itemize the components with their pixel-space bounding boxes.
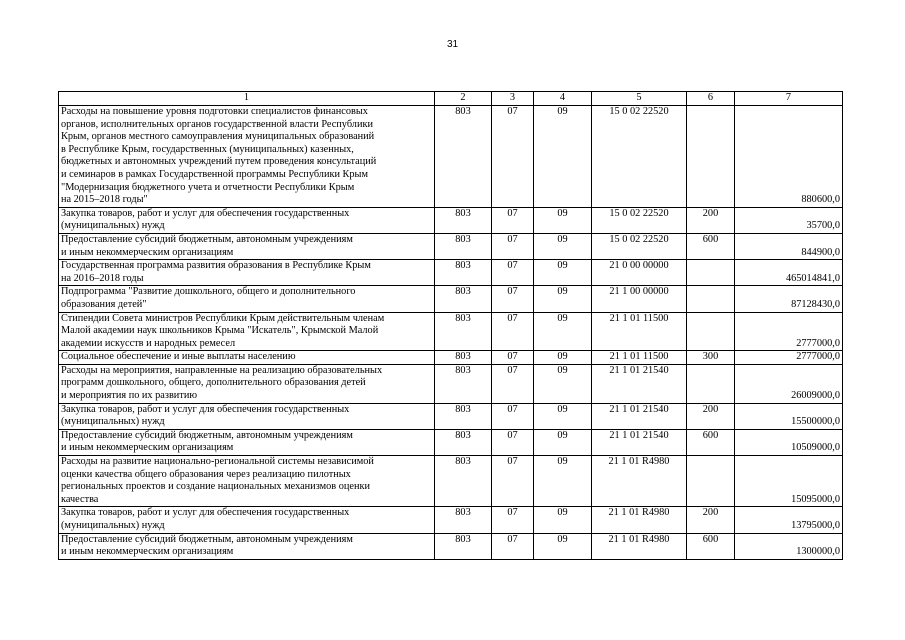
header-cell: 2 <box>435 92 492 106</box>
amount-cell: 10509000,0 <box>735 429 843 455</box>
target-article-cell: 21 1 01 21540 <box>592 429 687 455</box>
item-name-cell: Предоставление субсидий бюджетным, автономным учреждениям и иным некоммерческим организациям <box>59 233 435 259</box>
admin-code-cell: 803 <box>435 207 492 233</box>
table-row <box>59 507 843 533</box>
table-row <box>59 456 843 507</box>
header-cell: 5 <box>592 92 687 106</box>
target-article-cell: 15 0 02 22520 <box>592 233 687 259</box>
expense-type-cell: 200 <box>687 403 735 429</box>
expense-type-cell <box>687 286 735 312</box>
table-row <box>59 286 843 312</box>
target-article-cell: 15 0 02 22520 <box>592 106 687 208</box>
target-article-cell: 21 1 01 11500 <box>592 312 687 351</box>
page-number: 31 <box>446 39 459 50</box>
section-code-cell: 07 <box>492 507 534 533</box>
section-code-cell: 07 <box>492 364 534 403</box>
item-name-cell: Социальное обеспечение и иные выплаты населению <box>59 351 435 365</box>
amount-cell: 2777000,0 <box>735 312 843 351</box>
header-cell: 4 <box>534 92 592 106</box>
section-code-cell: 07 <box>492 312 534 351</box>
section-code-cell: 07 <box>492 286 534 312</box>
target-article-cell: 21 1 01 21540 <box>592 403 687 429</box>
amount-cell: 1300000,0 <box>735 533 843 559</box>
header-cell: 7 <box>735 92 843 106</box>
subsection-code-cell: 09 <box>534 533 592 559</box>
subsection-code-cell: 09 <box>534 403 592 429</box>
expense-type-cell <box>687 260 735 286</box>
target-article-cell: 21 1 00 00000 <box>592 286 687 312</box>
table-row <box>59 106 843 208</box>
table-row <box>59 403 843 429</box>
admin-code-cell: 803 <box>435 286 492 312</box>
item-name-cell: Закупка товаров, работ и услуг для обеспечения государственных (муниципальных) нужд <box>59 207 435 233</box>
item-name-cell: Государственная программа развития образования в Республике Крым на 2016–2018 годы <box>59 260 435 286</box>
admin-code-cell: 803 <box>435 351 492 365</box>
subsection-code-cell: 09 <box>534 260 592 286</box>
item-name-cell: Закупка товаров, работ и услуг для обеспечения государственных (муниципальных) нужд <box>59 507 435 533</box>
target-article-cell: 21 0 00 00000 <box>592 260 687 286</box>
amount-cell: 465014841,0 <box>735 260 843 286</box>
admin-code-cell: 803 <box>435 429 492 455</box>
subsection-code-cell: 09 <box>534 507 592 533</box>
item-name-cell: Предоставление субсидий бюджетным, автономным учреждениям и иным некоммерческим организациям <box>59 429 435 455</box>
expense-type-cell: 200 <box>687 507 735 533</box>
subsection-code-cell: 09 <box>534 456 592 507</box>
admin-code-cell: 803 <box>435 106 492 208</box>
section-code-cell: 07 <box>492 351 534 365</box>
amount-cell: 2777000,0 <box>735 351 843 365</box>
expense-type-cell: 600 <box>687 233 735 259</box>
target-article-cell: 21 1 01 21540 <box>592 364 687 403</box>
admin-code-cell: 803 <box>435 233 492 259</box>
item-name-cell: Подпрограмма "Развитие дошкольного, общего и дополнительного образования детей" <box>59 286 435 312</box>
item-name-cell: Расходы на развитие национально-региональной системы независимой оценки качества общего образования через реализацию пилотных региональных проектов и создание национальных механизмов оценки качества <box>59 456 435 507</box>
budget-table <box>58 91 843 560</box>
header-cell: 1 <box>59 92 435 106</box>
expense-type-cell: 600 <box>687 429 735 455</box>
admin-code-cell: 803 <box>435 533 492 559</box>
section-code-cell: 07 <box>492 403 534 429</box>
admin-code-cell: 803 <box>435 312 492 351</box>
table-row <box>59 351 843 365</box>
target-article-cell: 21 1 01 11500 <box>592 351 687 365</box>
admin-code-cell: 803 <box>435 456 492 507</box>
section-code-cell: 07 <box>492 207 534 233</box>
item-name-cell: Закупка товаров, работ и услуг для обеспечения государственных (муниципальных) нужд <box>59 403 435 429</box>
amount-cell: 15095000,0 <box>735 456 843 507</box>
target-article-cell: 15 0 02 22520 <box>592 207 687 233</box>
expense-type-cell <box>687 456 735 507</box>
amount-cell: 844900,0 <box>735 233 843 259</box>
expense-type-cell: 600 <box>687 533 735 559</box>
subsection-code-cell: 09 <box>534 207 592 233</box>
subsection-code-cell: 09 <box>534 429 592 455</box>
table-row <box>59 533 843 559</box>
table-header-row <box>59 92 843 106</box>
table-row <box>59 207 843 233</box>
expense-type-cell: 200 <box>687 207 735 233</box>
admin-code-cell: 803 <box>435 260 492 286</box>
table-row <box>59 312 843 351</box>
amount-cell: 13795000,0 <box>735 507 843 533</box>
subsection-code-cell: 09 <box>534 312 592 351</box>
amount-cell: 35700,0 <box>735 207 843 233</box>
table-row <box>59 364 843 403</box>
expense-type-cell <box>687 106 735 208</box>
expense-type-cell <box>687 312 735 351</box>
target-article-cell: 21 1 01 R4980 <box>592 507 687 533</box>
section-code-cell: 07 <box>492 456 534 507</box>
header-cell: 3 <box>492 92 534 106</box>
section-code-cell: 07 <box>492 106 534 208</box>
table-row <box>59 233 843 259</box>
item-name-cell: Расходы на повышение уровня подготовки специалистов финансовых органов, исполнительных органов государственной власти Республики Крым, органов местного самоуправления муниципальных образований в Республике Крым, государственных (муниципальных) казенных, бюджетных и автономных учреждений путем проведения консультаций и семинаров в рамках Государственной программы Республики Крым "Модернизация бюджетного учета и отчетности Республики Крым на 2015–2018 годы" <box>59 106 435 208</box>
table-row <box>59 429 843 455</box>
subsection-code-cell: 09 <box>534 233 592 259</box>
expense-type-cell: 300 <box>687 351 735 365</box>
subsection-code-cell: 09 <box>534 106 592 208</box>
amount-cell: 87128430,0 <box>735 286 843 312</box>
header-cell: 6 <box>687 92 735 106</box>
section-code-cell: 07 <box>492 233 534 259</box>
admin-code-cell: 803 <box>435 403 492 429</box>
target-article-cell: 21 1 01 R4980 <box>592 456 687 507</box>
admin-code-cell: 803 <box>435 364 492 403</box>
table-row <box>59 260 843 286</box>
subsection-code-cell: 09 <box>534 351 592 365</box>
expense-type-cell <box>687 364 735 403</box>
item-name-cell: Предоставление субсидий бюджетным, автономным учреждениям и иным некоммерческим организациям <box>59 533 435 559</box>
amount-cell: 26009000,0 <box>735 364 843 403</box>
item-name-cell: Стипендии Совета министров Республики Крым действительным членам Малой академии наук школьников Крыма "Искатель", Крымской Малой академии искусств и народных ремесел <box>59 312 435 351</box>
amount-cell: 880600,0 <box>735 106 843 208</box>
item-name-cell: Расходы на мероприятия, направленные на реализацию образовательных программ дошкольного, общего, дополнительного образования детей и мероприятия по их развитию <box>59 364 435 403</box>
target-article-cell: 21 1 01 R4980 <box>592 533 687 559</box>
admin-code-cell: 803 <box>435 507 492 533</box>
section-code-cell: 07 <box>492 260 534 286</box>
section-code-cell: 07 <box>492 533 534 559</box>
amount-cell: 15500000,0 <box>735 403 843 429</box>
subsection-code-cell: 09 <box>534 286 592 312</box>
section-code-cell: 07 <box>492 429 534 455</box>
subsection-code-cell: 09 <box>534 364 592 403</box>
